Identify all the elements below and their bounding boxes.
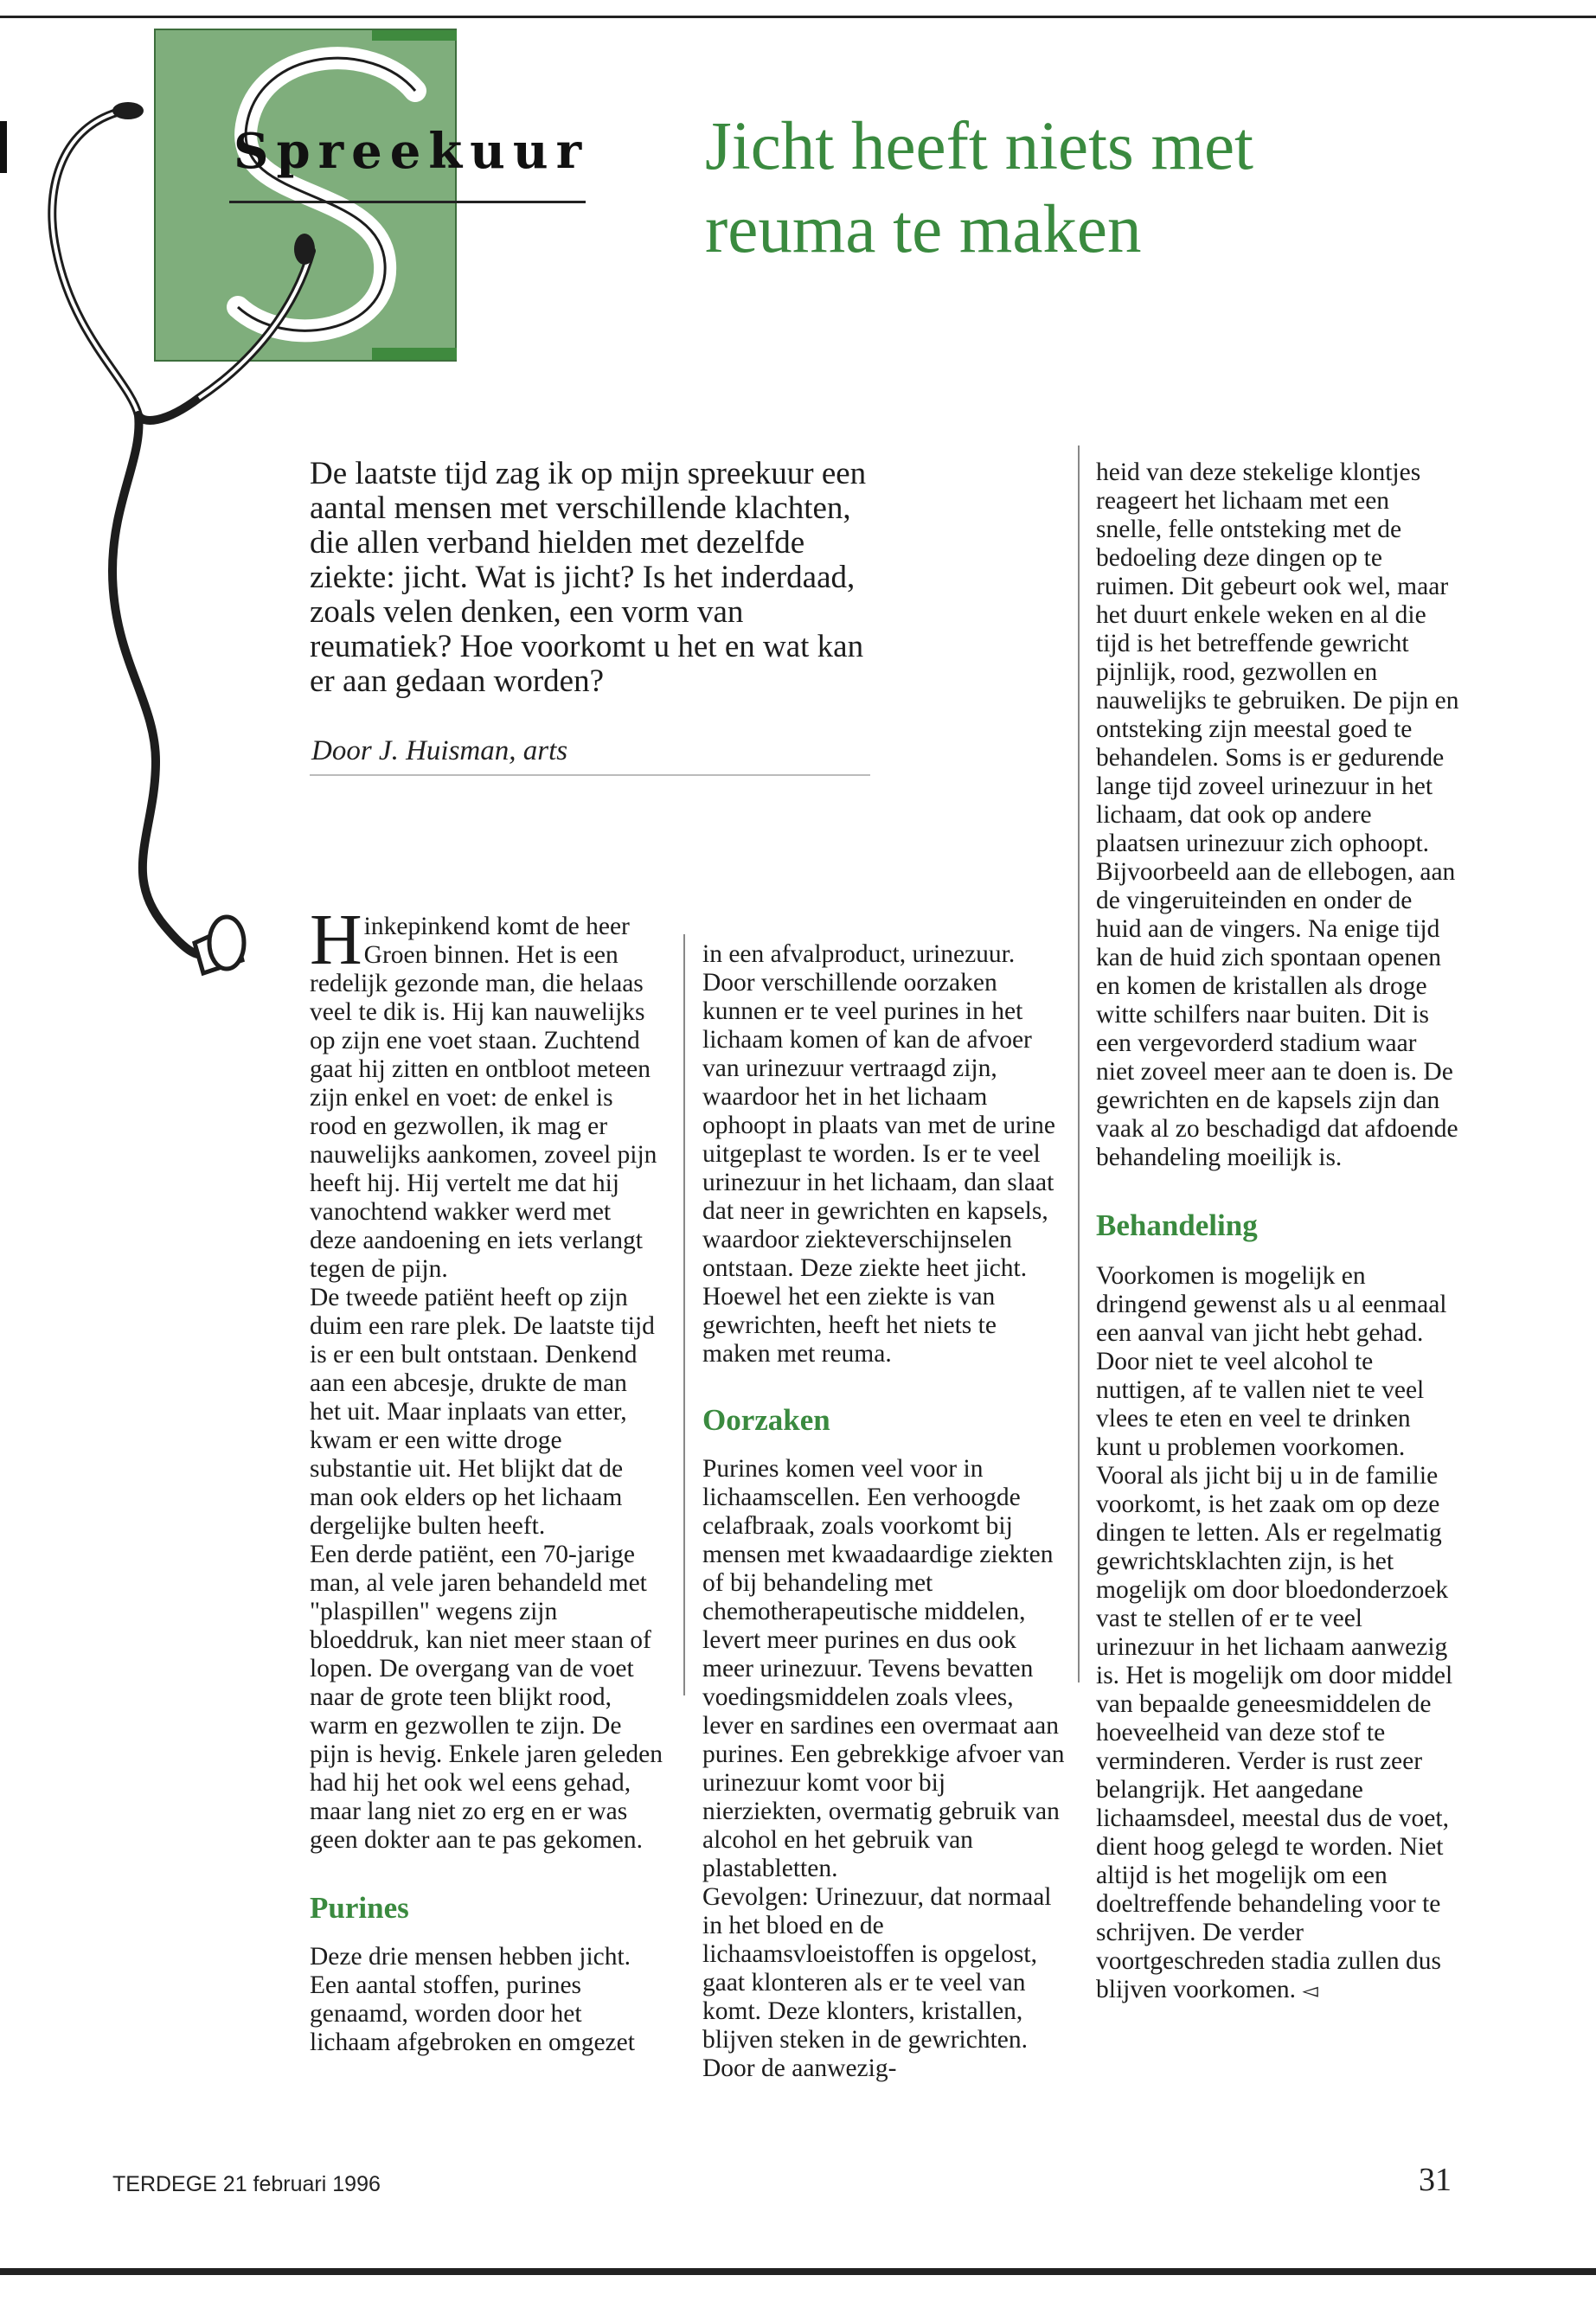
article-paragraph: De tweede patiënt heeft op zijn duim een rare plek. De laatste tijd is er een bult ontstaan. Denkend aan een abcesje, drukte de man het uit. Maar inplaats van etter, kwam er een witte droge substantie uit. Het blijkt dat de man ook elders op het lichaam dergelijke bulten heeft.	[310, 1284, 655, 1540]
section-label-rule	[229, 201, 586, 203]
scan-edge-mark	[0, 121, 7, 173]
article-column-1	[310, 900, 663, 2057]
article-paragraph: Gevolgen: Urinezuur, dat normaal in het bloed en de lichaamsvloeistoffen is opgelost, gaat klonteren als er te veel van komt. Deze klonters, kristallen, blijven steken in de gewrichten. Door de aanwezig-	[702, 1883, 1052, 2082]
article-paragraph: in een afvalproduct, urinezuur. Door verschillende oorzaken kunnen er te veel purines in het lichaam komen of kan de afvoer van urinezuur vertraagd zijn, waardoor het in het lichaam ophoopt in plaats van met de urine uitgeplast te worden. Is er te veel urinezuur in het lichaam, dan slaat dat neer in gewrichten en kapsels, waardoor ziekteverschijnselen ontstaan. Deze ziekte heet jicht. Hoewel het een ziekte is van gewrichten, heeft het niets te maken met reuma.	[702, 940, 1055, 1368]
heading-purines: Purines	[310, 1891, 409, 1925]
heading-oorzaken: Oorzaken	[702, 1403, 830, 1437]
drop-cap: H	[310, 900, 362, 980]
article-paragraph: Voorkomen is mogelijk en dringend gewenst als u al eenmaal een aanval van jicht hebt gehad. Door niet te veel alcohol te nuttigen, af te vallen niet te veel vlees te eten en veel te drinken kunt u problemen voorkomen. Vooral als jicht bij u in de familie voorkomt, is het zaak om op deze dingen te letten. Als er regelmatig gewrichtsklachten zijn, is het mogelijk om door bloedonderzoek vast te stellen of er te veel urinezuur in het lichaam aanwezig is. Het is mogelijk om door middel van bepaalde geneesmiddelen de hoeveelheid van deze stof te verminderen. Verder is rust zeer belangrijk. Het aangedane lichaamsdeel, meestal dus de voet, dient hoog gelegd te worden. Niet altijd is het mogelijk om een doeltreffende behandeling voor te schrijven. De verder voortgeschreden stadia zullen dus blijven voorkomen. ◅	[1096, 1262, 1453, 2003]
footer-publication: TERDEGE 21 februari 1996	[112, 2172, 381, 2196]
page-title	[705, 106, 1484, 272]
heading-behandeling: Behandeling	[1096, 1208, 1258, 1242]
title-line-2: reuma te maken	[705, 192, 1142, 267]
end-of-article-mark: ◅	[1302, 1980, 1318, 2003]
byline-rule	[310, 774, 870, 776]
section-label: Spreekuur	[234, 123, 590, 180]
column-divider-2	[1078, 445, 1080, 1682]
byline: Door J. Huisman, arts	[311, 735, 568, 766]
article-column-2	[702, 940, 1066, 2083]
stethoscope-illustration	[26, 52, 337, 1021]
title-line-1: Jicht heeft niets met	[705, 109, 1254, 184]
article-paragraph: Een derde patiënt, een 70-jarige man, al vele jaren behandeld met "plaspillen" wegens zijn bloeddruk, kan niet meer staan of lopen. De overgang van de voet naar de grote teen blijkt rood, warm en gezwollen te zijn. De pijn is hevig. Enkele jaren geleden had hij het ook wel eens gehad, maar lang niet zo erg en er was geen dokter aan te pas gekomen.	[310, 1541, 663, 1854]
page-number: 31	[1419, 2162, 1452, 2198]
article-paragraph: Purines komen veel voor in lichaamscellen. Een verhoogde celafbraak, zoals voorkomt bij mensen met kwaadaardige ziekten of bij behandeling met chemotherapeutische middelen, levert meer purines en dus ook meer urinezuur. Tevens bevatten voedingsmiddelen zoals vlees, lever en sardines een overmaat aan purines. Een gebrekkige afvoer van urinezuur komt voor bij nierziekten, overmatig gebruik van alcohol en het gebruik van plastabletten.	[702, 1455, 1065, 1882]
article-paragraph: Deze drie mensen hebben jicht. Een aantal stoffen, purines genaamd, worden door het lichaam afgebroken en omgezet	[310, 1943, 635, 2056]
bottom-edge-rule	[0, 2268, 1596, 2275]
article-paragraph: Hinkepinkend komt de heer Groen binnen. Het is een redelijk gezonde man, die helaas veel te dik is. Hij kan nauwelijks op zijn ene voet staan. Zuchtend gaat hij zitten en ontbloot meteen zijn enkel en voet: de enkel is rood en gezwollen, ik mag er nauwelijks aankomen, zoveel pijn heeft hij. Hij vertelt me dat hij vanochtend wakker werd met deze aandoening en iets verlangt tegen de pijn.	[310, 900, 657, 1283]
article-paragraph: heid van deze stekelige klontjes reageert het lichaam met een snelle, felle ontsteking met de bedoeling deze dingen op te ruimen. Dit gebeurt ook wel, maar het duurt enkele weken en al die tijd is het betreffende gewricht pijnlijk, rood, gezwollen en nauwelijks te gebruiken. De pijn en ontsteking zijn meestal goed te behandelen. Soms is er gedurende lange tijd zoveel urinezuur in het lichaam, dat ook op andere plaatsen urinezuur zich ophoopt. Bijvoorbeeld aan de ellebogen, aan de vingeruiteinden en onder de huid aan de vingers. Na enige tijd kan de huid zich spontaan openen en komen de kristallen als droge witte schilfers naar buiten. Dit is een vergevorderd stadium waar niet zoveel meer aan te doen is. De gewrichten en de kapsels zijn dan vaak al zo beschadigd dat afdoende behandeling moeilijk is.	[1096, 458, 1459, 1171]
column-divider-1	[683, 934, 685, 1695]
intro-paragraph: De laatste tijd zag ik op mijn spreekuur een aantal mensen met verschillende klachten, die allen verband hielden met dezelfde ziekte: jicht. Wat is jicht? Is het inderdaad, zoals velen denken, een vorm van reumatiek? Hoe voorkomt u het en wat kan er aan gedaan worden?	[310, 456, 867, 699]
article-column-3	[1096, 458, 1459, 2006]
